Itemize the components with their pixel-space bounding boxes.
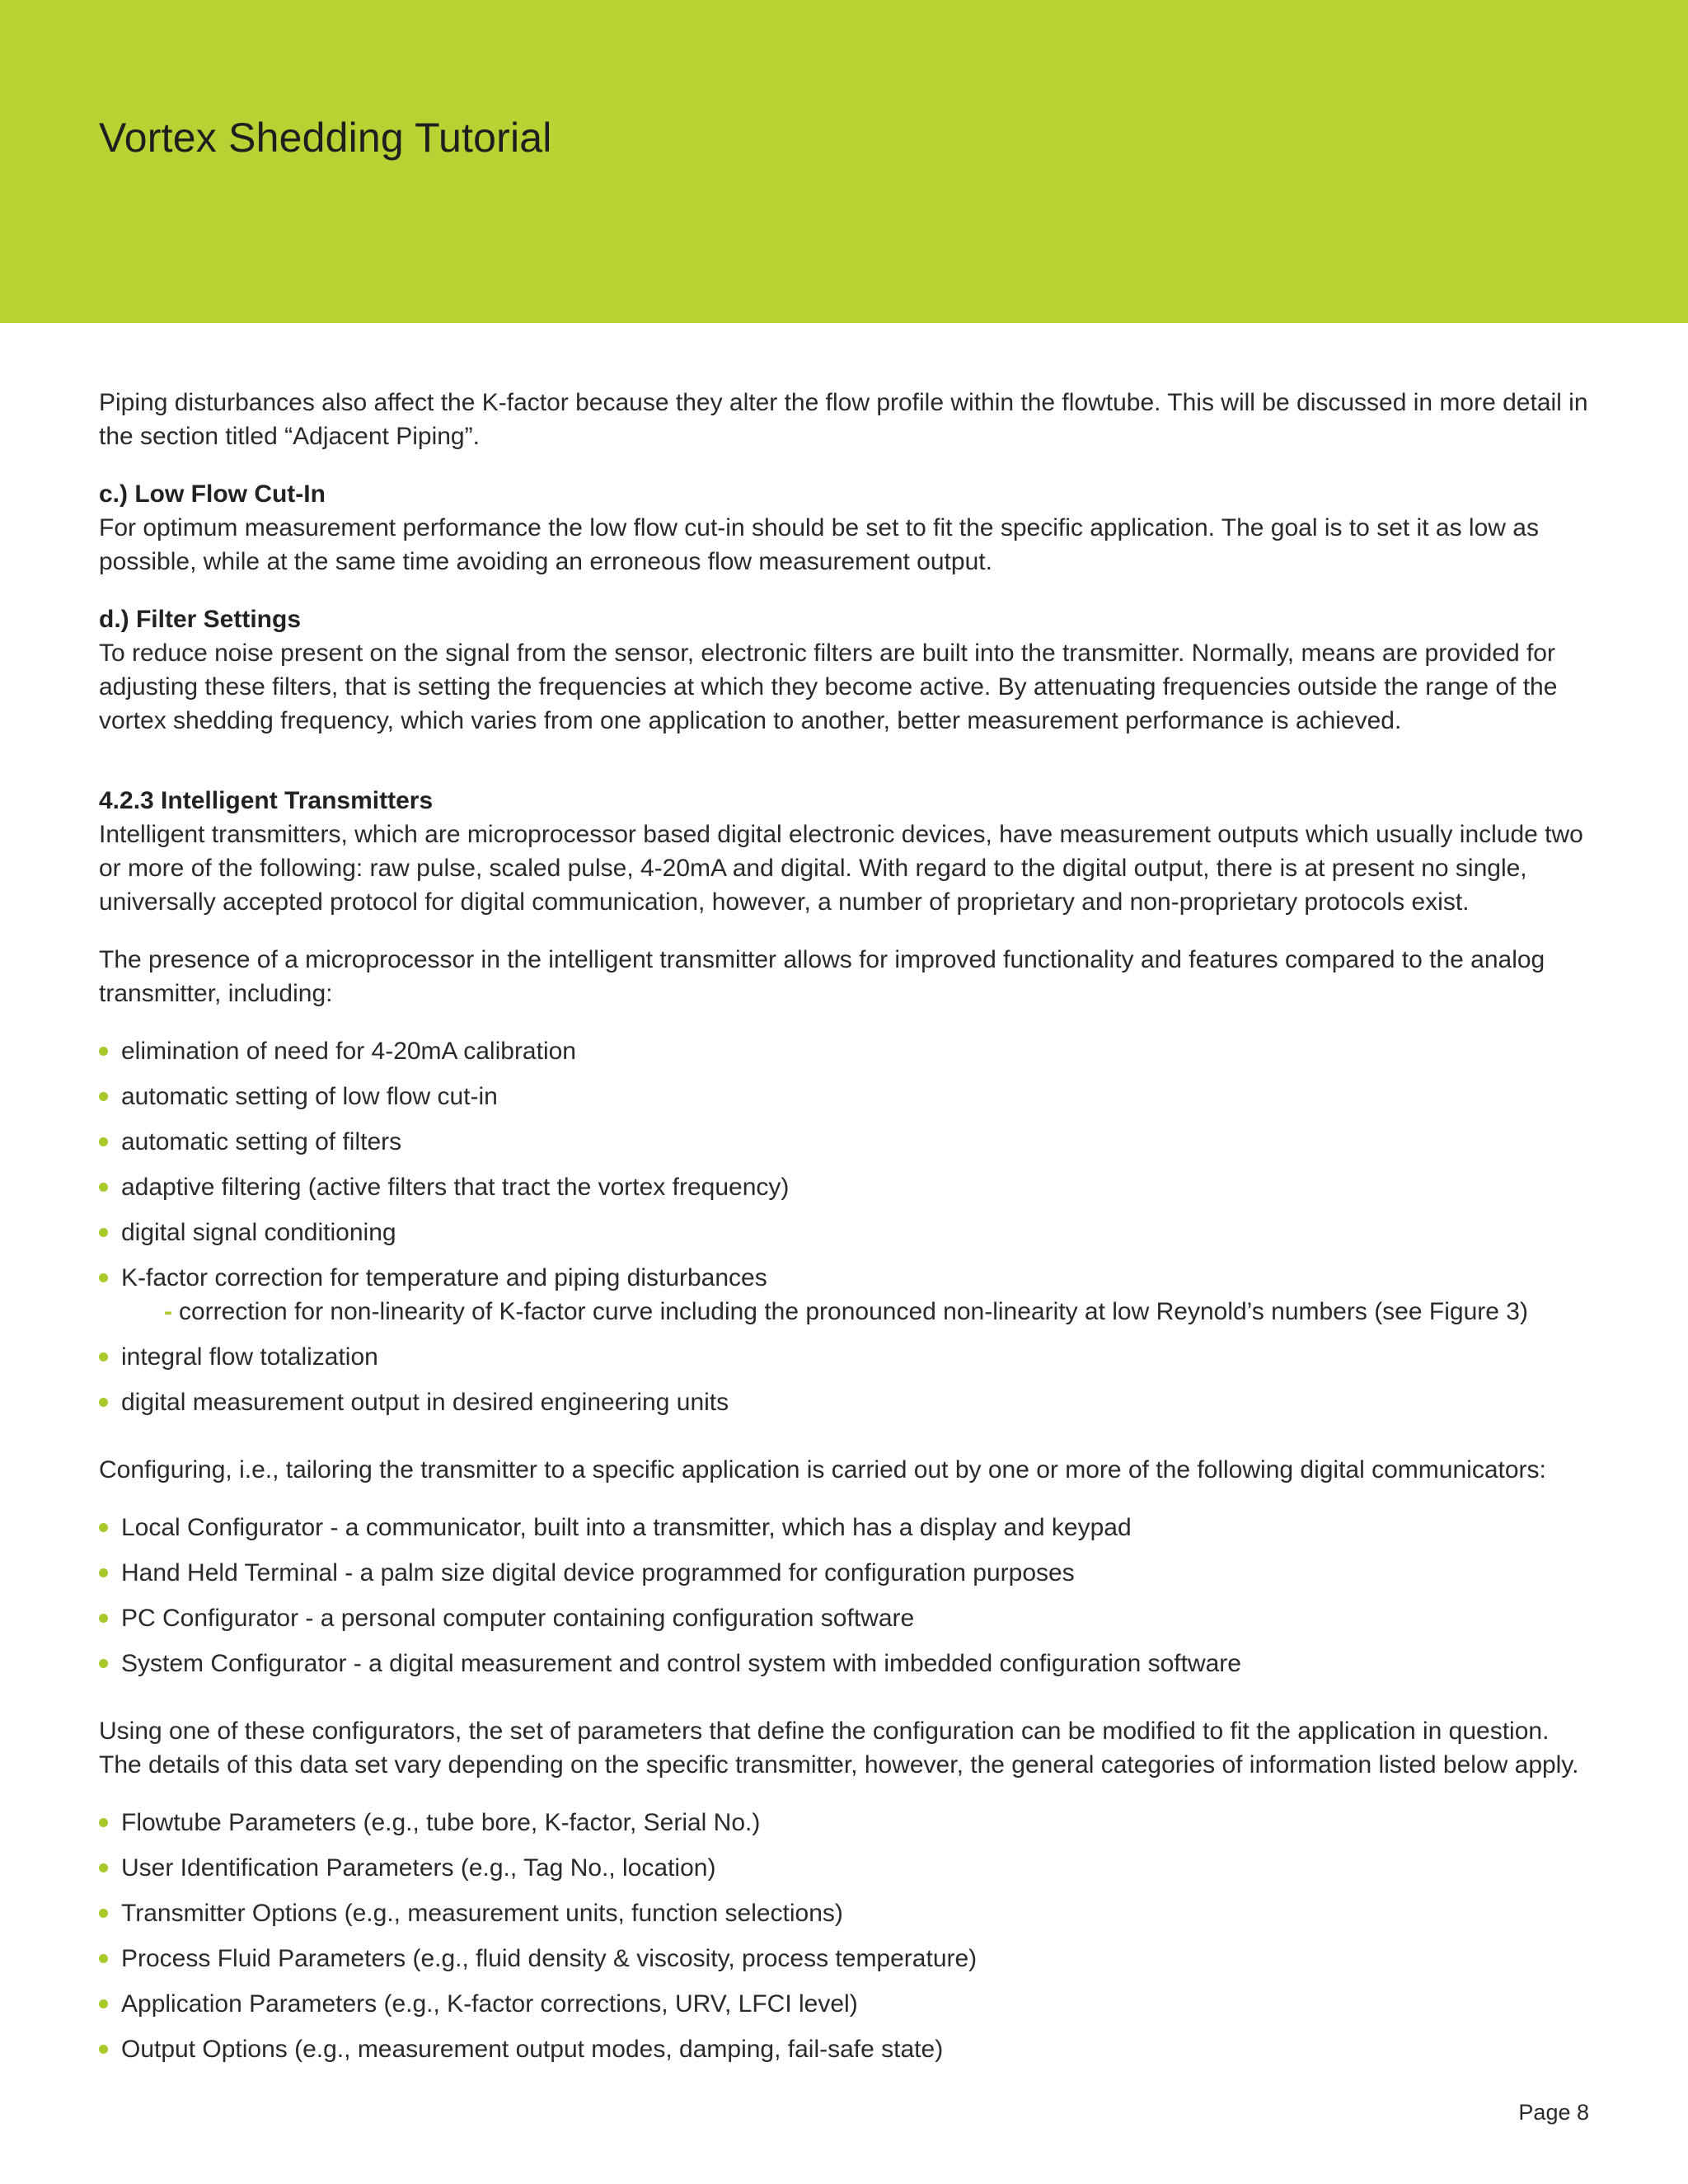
bullet-icon [99,1999,108,2008]
document-body [99,386,1591,2100]
list-item: PC Configurator - a personal computer containing configuration software [99,1601,1591,1635]
list-item: digital signal conditioning [99,1216,1591,1249]
using-paragraph: Using one of these configurators, the set of parameters that define the configuration can be modified to fit the application in question. The details of this data set vary depending on the specific transmitter, however, the general categories of information listed below apply. [99,1718,1579,1779]
bullet-icon [99,1818,108,1827]
list-item: automatic setting of low flow cut-in [99,1080,1591,1113]
intelligent-transmitters-heading: 4.2.3 Intelligent Transmitters [99,787,434,814]
intelligent-paragraph: Intelligent transmitters, which are microprocessor based digital electronic devices, have measurement outputs which usually include two or more of the following: raw pulse, scaled pulse, 4-20mA and digital. With regard to the digital output, there is at present no single, universally accepted protocol for digital communication, however, a number of proprietary and non-proprietary protocols exist. [99,821,1583,916]
bullet-icon [99,1909,108,1918]
list-item: System Configurator - a digital measurement and control system with imbedded configuration software [99,1647,1591,1680]
list-item: Flowtube Parameters (e.g., tube bore, K-factor, Serial No.) [99,1806,1591,1840]
bullet-icon [99,1614,108,1623]
low-flow-paragraph: For optimum measurement performance the low flow cut-in should be set to fit the specific application. The goal is to set it as low as possible, while at the same time avoiding an erroneous flow measurement output. [99,514,1539,575]
list-item: automatic setting of filters [99,1125,1591,1159]
filter-heading: d.) Filter Settings [99,606,302,633]
bullet-icon [99,1863,108,1872]
list-item: Process Fluid Parameters (e.g., fluid density & viscosity, process temperature) [99,1942,1591,1975]
sub-list-item: - correction for non-linearity of K-factor curve including the pronounced non-linearity at low Reynold’s numbers (see Figure 3) [164,1298,1528,1325]
list-item: Transmitter Options (e.g., measurement units, function selections) [99,1896,1591,1930]
bullet-icon [99,1092,108,1101]
presence-paragraph: The presence of a microprocessor in the intelligent transmitter allows for improved functionality and features compared to the analog transmitter, including: [99,946,1545,1007]
list-item: adaptive filtering (active filters that tract the vortex frequency) [99,1170,1591,1204]
bullet-icon [99,1352,108,1361]
bullet-icon [99,2045,108,2054]
list-item: Local Configurator - a communicator, built into a transmitter, which has a display and keypad [99,1511,1591,1544]
bullet-icon [99,1568,108,1577]
intro-paragraph: Piping disturbances also affect the K-factor because they alter the flow profile within the flowtube. This will be discussed in more detail in the section titled “Adjacent Piping”. [99,389,1588,450]
bullet-icon [99,1137,108,1146]
bullet-icon [99,1183,108,1192]
configuring-paragraph: Configuring, i.e., tailoring the transmitter to a specific application is carried out by one or more of the following digital communicators: [99,1456,1546,1483]
communicator-list [99,1511,1591,1680]
bullet-icon [99,1659,108,1668]
list-item: Output Options (e.g., measurement output modes, damping, fail-safe state) [99,2032,1591,2066]
page-title: Vortex Shedding Tutorial [99,115,552,161]
bullet-icon [99,1273,108,1282]
low-flow-heading: c.) Low Flow Cut-In [99,480,326,508]
list-item: elimination of need for 4-20mA calibration [99,1034,1591,1068]
bullet-icon [99,1047,108,1056]
header-band [0,0,1688,323]
list-item: K-factor correction for temperature and piping disturbances - correction for non-linearity of K-factor curve including the pronounced non-linearity at low Reynold’s numbers (see Figure 3) [99,1261,1591,1329]
list-item: Application Parameters (e.g., K-factor corrections, URV, LFCI level) [99,1987,1591,2021]
bullet-icon [99,1954,108,1963]
bullet-icon [99,1398,108,1407]
list-item: User Identification Parameters (e.g., Tag No., location) [99,1851,1591,1885]
dash-icon: - [164,1298,172,1325]
filter-paragraph: To reduce noise present on the signal from the sensor, electronic filters are built into the transmitter. Normally, means are provided for adjusting these filters, that is setting the frequencies at which they become active. By attenuating frequencies outside the range of the vortex shedding frequency, which varies from one application to another, better measurement performance is achieved. [99,640,1558,734]
list-item: Hand Held Terminal - a palm size digital device programmed for configuration purposes [99,1556,1591,1590]
list-item: integral flow totalization [99,1340,1591,1374]
page-number: Page 8 [1518,2100,1589,2125]
feature-list [99,1034,1591,1419]
category-list [99,1806,1591,2066]
bullet-icon [99,1228,108,1237]
list-item: digital measurement output in desired engineering units [99,1385,1591,1419]
bullet-icon [99,1523,108,1532]
